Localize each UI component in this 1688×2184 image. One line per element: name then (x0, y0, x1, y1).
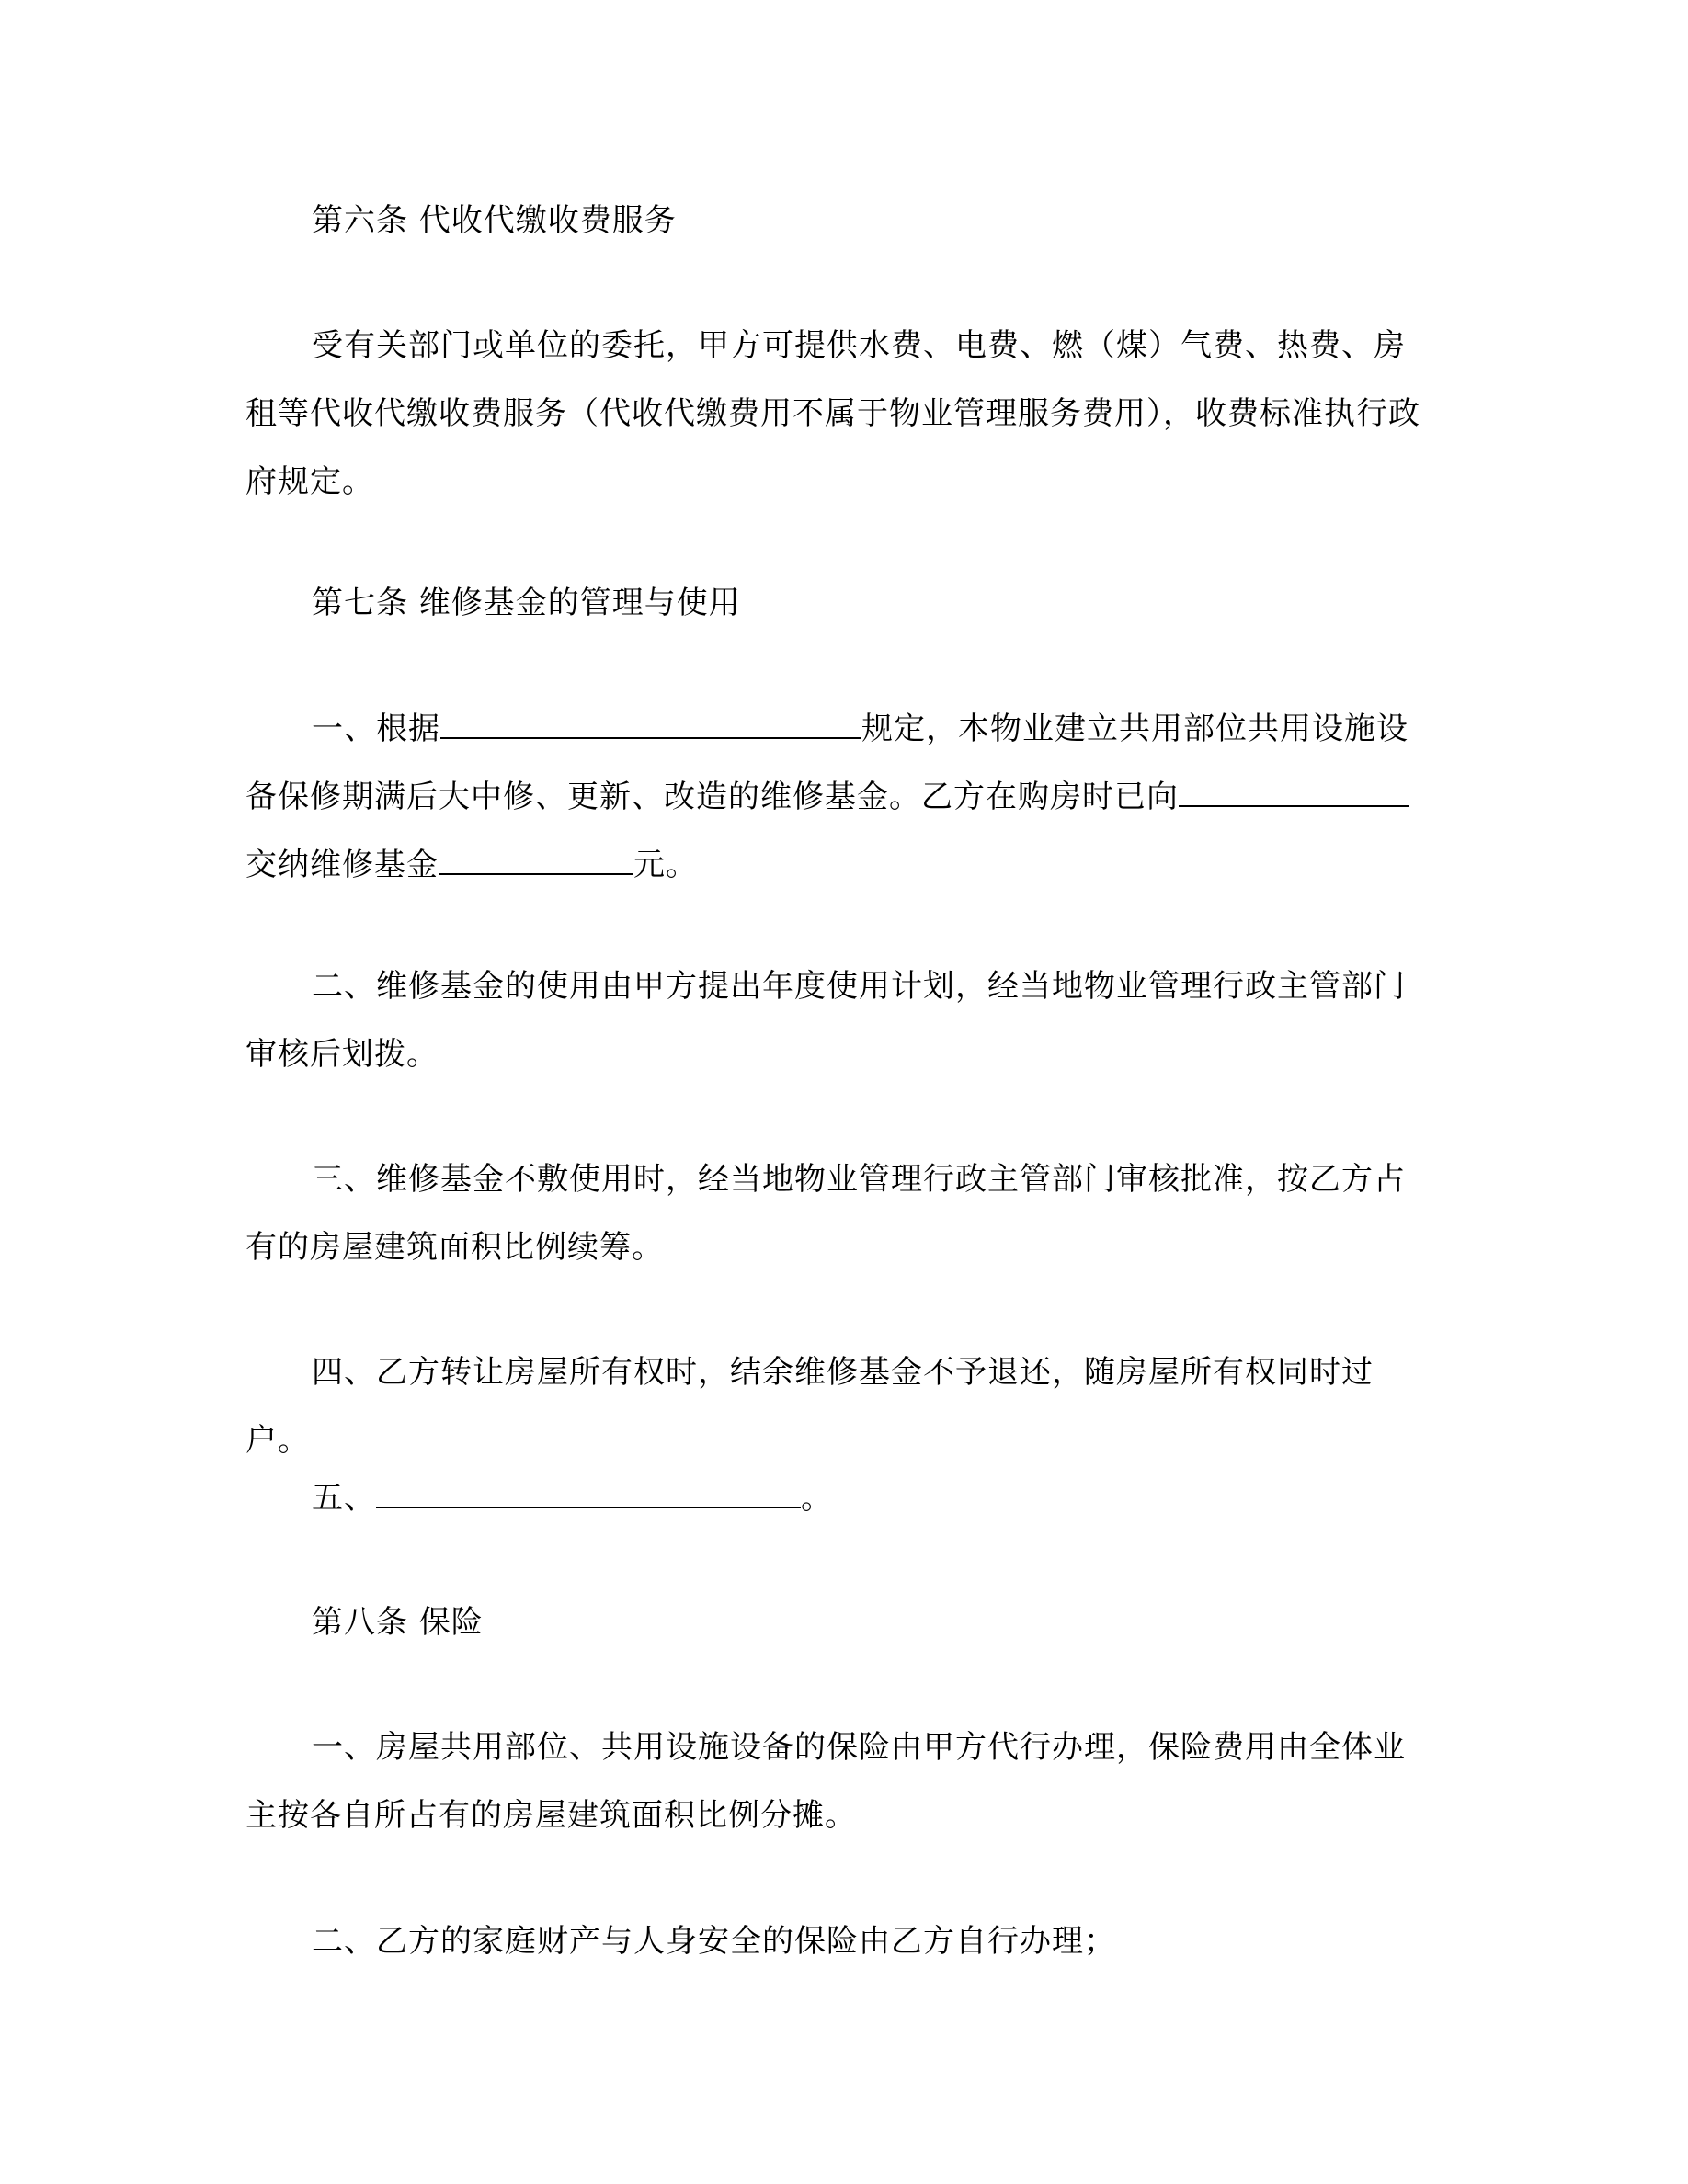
item-1-mid2: 交纳维修基金 (245, 847, 439, 883)
payee-blank[interactable] (1179, 774, 1409, 807)
article-7-heading: 第七条 维修基金的管理与使用 (312, 585, 741, 621)
item-5-prefix: 五、 (312, 1480, 376, 1517)
article-8-item-2: 二、乙方的家庭财产与人身安全的保险由乙方自行办理； (312, 1923, 1116, 1960)
article-7-item-1 (245, 695, 1431, 899)
item-1-mid: 规定，本物业建立共用部位共用设施设备保修期满后大中修、更新、改造的维修基金。乙方在购房时已向 (245, 711, 1409, 815)
item-5-suffix: 。 (801, 1480, 833, 1517)
article-6-heading: 第六条 代收代缴收费服务 (312, 202, 677, 239)
article-7-item-5 (312, 1464, 833, 1532)
regulation-blank[interactable] (440, 706, 861, 739)
item-5-blank[interactable] (376, 1475, 801, 1508)
article-7-item-3: 三、维修基金不敷使用时，经当地物业管理行政主管部门审核批准，按乙方占有的房屋建筑面积比例续筹。 (245, 1161, 1406, 1266)
article-8-heading: 第八条 保险 (312, 1604, 484, 1641)
article-7-item-4: 四、乙方转让房屋所有权时，结余维修基金不予退还，随房屋所有权同时过户。 (245, 1354, 1374, 1459)
article-8-item-1: 一、房屋共用部位、共用设施设备的保险由甲方代行办理，保险费用由全体业主按各自所占有的房屋建筑面积比例分摊。 (245, 1729, 1406, 1834)
item-1-suffix: 元。 (633, 847, 698, 883)
amount-blank[interactable] (439, 842, 633, 875)
item-1-prefix: 一、根据 (312, 711, 440, 747)
article-7-item-2: 二、维修基金的使用由甲方提出年度使用计划，经当地物业管理行政主管部门审核后划拨。 (245, 968, 1406, 1073)
article-6-paragraph: 受有关部门或单位的委托，甲方可提供水费、电费、燃（煤）气费、热费、房租等代收代缴收费服务（代收代缴费用不属于物业管理服务费用），收费标准执行政府规定。 (245, 327, 1420, 500)
